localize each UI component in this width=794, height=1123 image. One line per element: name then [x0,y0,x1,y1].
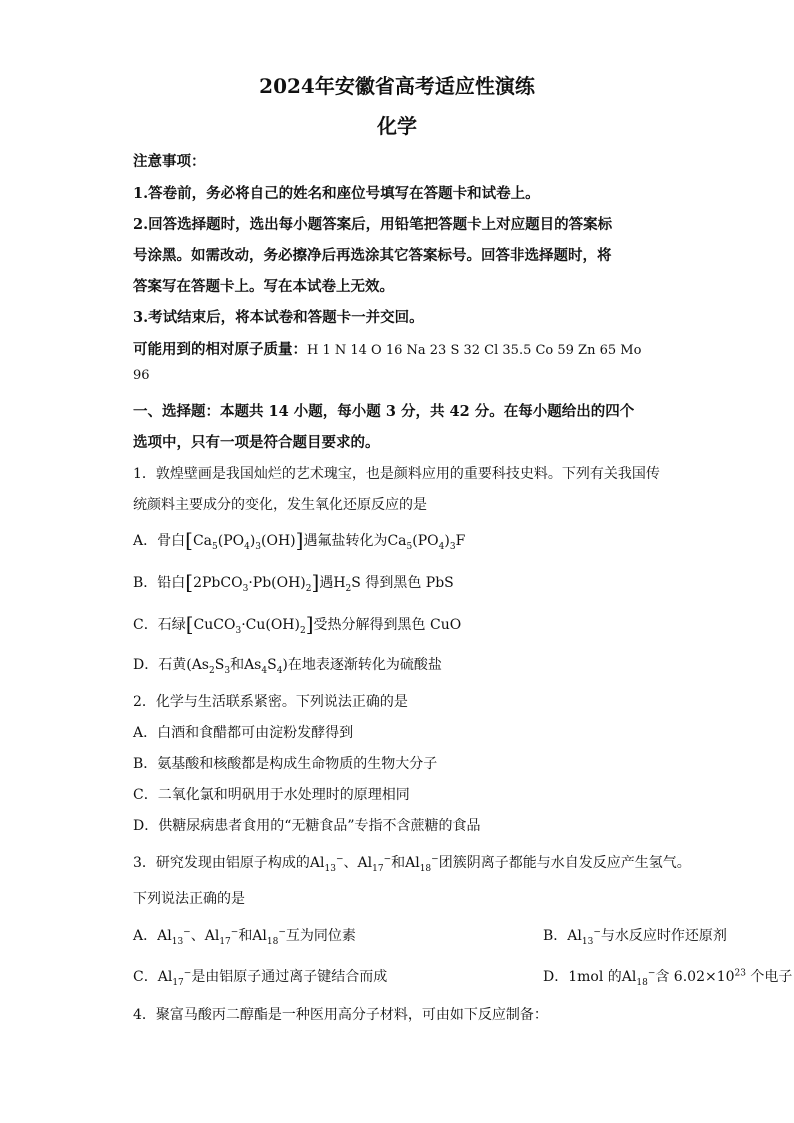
notice-item-2-line-3: 答案写在答题卡上。写在本试卷上无效。 [133,278,394,295]
q3-option-a: A．$Al_{13}^-$、$Al_{17}^-$和$Al_{18}^-$互为同位素 [133,927,356,947]
subject-title: 化学 [377,114,417,138]
q1-stem-line-1: 1．敦煌壁画是我国灿烂的艺术瑰宝，也是颜料应用的重要科技史料。下列有关我国传 [133,466,660,482]
q2-option-b: B．氨基酸和核酸都是构成生命物质的生物大分子 [133,756,438,772]
atomic-mass-line [133,338,673,359]
section-1-line-2: 选项中，只有一项是符合题目要求的。 [133,434,380,451]
section-1-line-1: 一、选择题：本题共 14 小题，每小题 3 分，共 42 分。在每小题给出的四个 [133,403,635,420]
notice-item-2-line-1: 2.回答选择题时，选出每小题答案后，用铅笔把答题卡上对应题目的答案标 [133,216,613,233]
exam-title: 2024年安徽省高考适应性演练 [259,74,535,98]
q3-option-c: C．$Al_{17}^-$是由铝原子通过离子键结合而成 [133,968,388,988]
q1-stem-line-2: 统颜料主要成分的变化，发生氧化还原反应的是 [133,497,427,513]
q2-option-a: A．白酒和食醋都可由淀粉发酵得到 [133,725,354,741]
q1-option-a: A．骨白$[Ca_5(PO_4)_3(OH)]$遇氟盐转化为$Ca_5(PO_4)_3F$ [133,528,466,552]
q2-option-d: D．供糖尿病患者食用的“无糖食品”专指不含蔗糖的食品 [133,818,481,834]
q2-option-c: C．二氧化氯和明矾用于水处理时的原理相同 [133,787,410,803]
q1-option-c: C．石绿$[CuCO_3\cdot Cu(OH)_2]$受热分解得到黑色 CuO [133,612,462,636]
q4-stem: 4．聚富马酸丙二醇酯是一种医用高分子材料，可由如下反应制备： [133,1007,548,1023]
notice-item-2-line-2: 号涂黑。如需改动，务必擦净后再选涂其它答案标号。回答非选择题时，将 [133,247,612,264]
atomic-mass-label: 可能用到的相对原子质量： [133,341,307,358]
q2-stem: 2．化学与生活联系紧密。下列说法正确的是 [133,694,408,710]
q3-stem-line-2: 下列说法正确的是 [133,891,245,907]
notice-heading: 注意事项： [133,153,206,170]
atomic-mass-values: H 1 N 14 O 16 Na 23 S 32 Cl 35.5 Co 59 Zn 65 Mo [307,343,642,358]
q3-option-d: D．1mol 的$Al_{18}^-$含 $6.02\times 10^{23}$ 个电子 [543,968,793,988]
atomic-mass-continued: 96 [133,368,150,383]
q1-option-d: D．石黄($As_2S_3$和$As_4S_4$)在地表逐渐转化为硫酸盐 [133,657,442,676]
q1-option-b: B．铅白$[2PbCO_3\cdot Pb(OH)_2]$遇$H_2S$ 得到黑色 PbS [133,570,454,594]
q3-option-b: B．$Al_{13}^-$与水反应时作还原剂 [543,927,727,947]
q3-options-ab [133,925,727,947]
notice-item-3: 3.考试结束后，将本试卷和答题卡一并交回。 [133,309,424,326]
q3-options-cd [133,966,793,988]
notice-item-1: 1.答卷前，务必将自己的姓名和座位号填写在答题卡和试卷上。 [133,185,540,202]
q3-stem-line-1: 3．研究发现由铝原子构成的$Al_{13}^-$、$Al_{17}^-$和$Al_{18}^-$团簇阴离子都能与水自发反应产生氢气。 [133,854,691,874]
